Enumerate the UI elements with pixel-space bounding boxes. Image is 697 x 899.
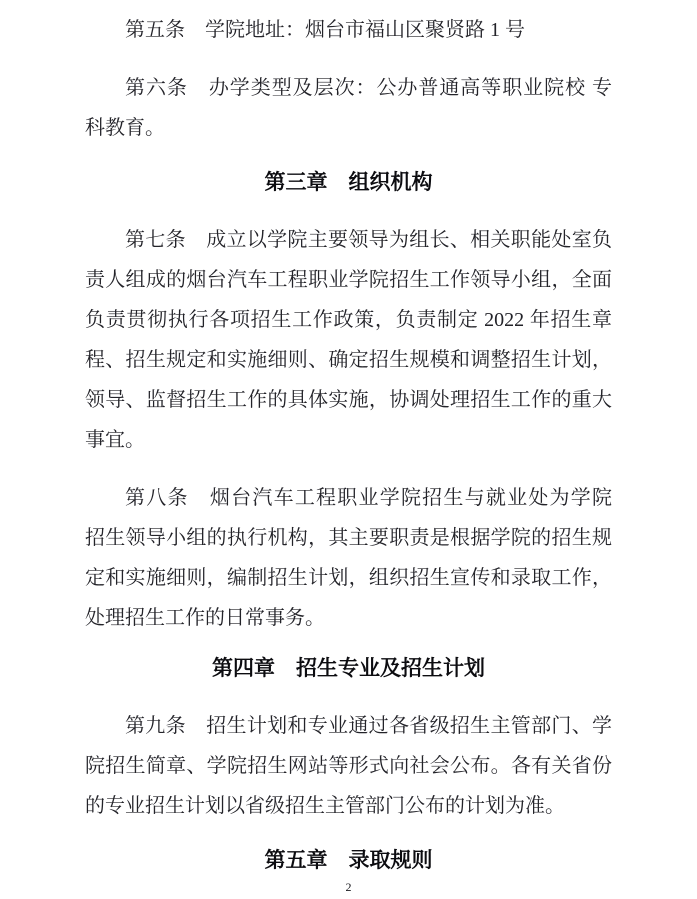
text-line: 事宜。	[85, 429, 145, 451]
text-line: 负责贯彻执行各项招生工作政策，负责制定 2022 年招生章	[85, 309, 612, 331]
page-number: 2	[345, 880, 352, 894]
paragraph-article-5	[85, 10, 612, 50]
chapter-heading-4: 第四章 招生专业及招生计划	[212, 656, 485, 680]
text-line: 第五条 学院地址：烟台市福山区聚贤路 1 号	[125, 19, 525, 41]
text-line: 的专业招生计划以省级招生主管部门公布的计划为准。	[85, 795, 565, 817]
text-line: 责人组成的烟台汽车工程职业学院招生工作领导小组，全面	[85, 269, 612, 291]
text-line: 科教育。	[85, 117, 165, 139]
paragraph-article-6	[85, 68, 612, 148]
chapter-heading-5: 第五章 录取规则	[264, 848, 433, 872]
text-line: 第九条 招生计划和专业通过各省级招生主管部门、学	[125, 715, 612, 737]
text-line: 第六条 办学类型及层次：公办普通高等职业院校 专	[125, 77, 612, 99]
text-line: 第七条 成立以学院主要领导为组长、相关职能处室负	[125, 229, 612, 251]
chapter-heading-3: 第三章 组织机构	[264, 170, 433, 194]
paragraph-article-9	[85, 706, 612, 826]
text-line: 程、招生规定和实施细则、确定招生规模和调整招生计划，	[85, 349, 612, 371]
text-line: 招生领导小组的执行机构，其主要职责是根据学院的招生规	[85, 527, 612, 549]
text-line: 定和实施细则，编制招生计划，组织招生宣传和录取工作，	[85, 567, 612, 589]
paragraph-article-7	[85, 220, 612, 460]
text-line: 第八条 烟台汽车工程职业学院招生与就业处为学院	[125, 487, 612, 509]
text-line: 院招生简章、学院招生网站等形式向社会公布。各有关省份	[85, 755, 612, 777]
text-line: 处理招生工作的日常事务。	[85, 607, 325, 629]
text-line: 领导、监督招生工作的具体实施，协调处理招生工作的重大	[85, 389, 612, 411]
paragraph-article-8	[85, 478, 612, 638]
